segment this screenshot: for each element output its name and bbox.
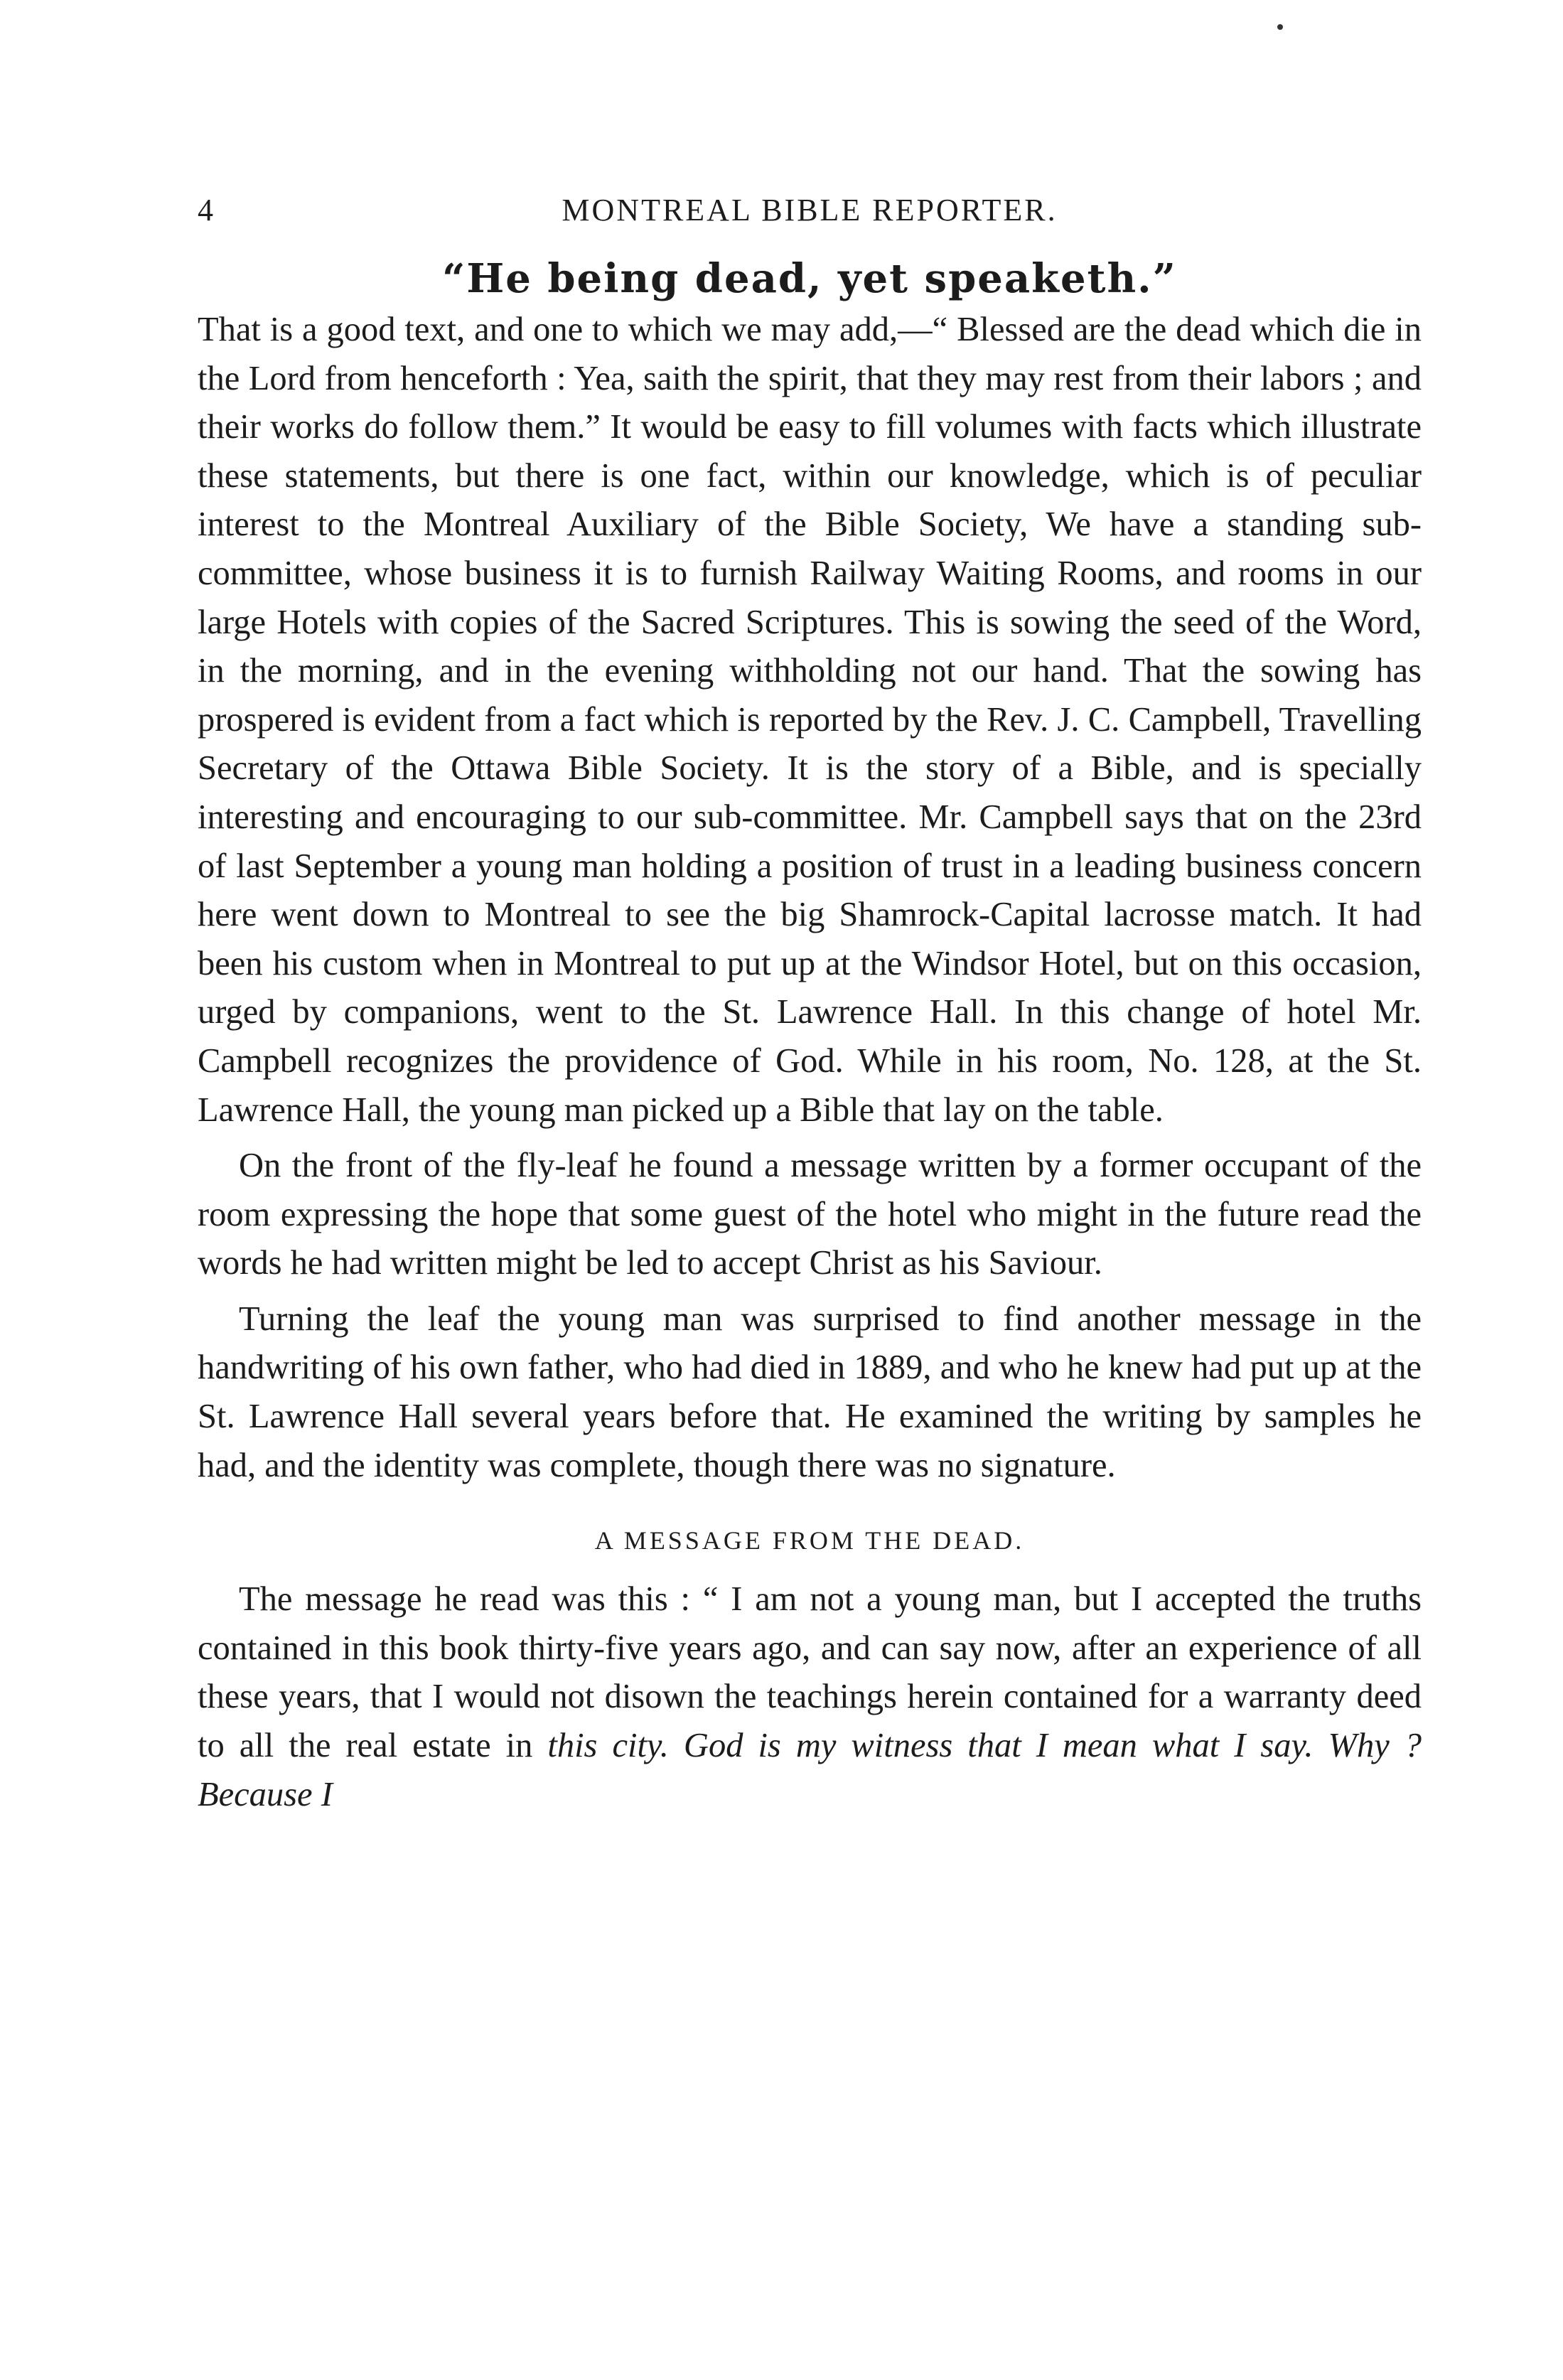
paragraph-3: Turning the leaf the young man was surprised to find another message in the handwriting of his own father, who had died in 1889, and who he knew had put up at the St. Lawrence Hall several years before that. He examined the writing by samples he had, and the identity was complete, though there was no signature. (198, 1299, 1422, 1484)
running-head (198, 192, 1422, 235)
paragraph-4-roman: The message he read was this : “ I am not a young man, but I accepted the truths contained in this book thirty-five years ago, and can say now, after an experience of all these years, that I would not disown the teachings herein contained for a warranty deed to all the real estate in (198, 1580, 1422, 1765)
paragraph-4 (198, 1575, 1422, 1819)
printer-dot (1277, 24, 1283, 30)
paragraph-1: That is a good text, and one to which we may add,—“ Blessed are the dead which die in the Lord from henceforth : Yea, saith the spirit, that they may rest from their labors ; and their works do follow them.” It would be easy to fill volumes with facts which illustrate these statements, but there is one fact, within our knowledge, which is of peculiar interest to the Montreal Auxiliary of the Bible Society, We have a standing sub-committee, whose business it is to furnish Railway Waiting Rooms, and rooms in our large Hotels with copies of the Sacred Scriptures. This is sowing the seed of the Word, in the morning, and in the evening withholding not our hand. That the sowing has prospered is evident from a fact which is reported by the Rev. J. C. Campbell, Travelling Secretary of the Ottawa Bible Society. It is the story of a Bible, and is specially interesting and encouraging to our sub-committee. Mr. Campbell says that on the 23rd of last September a young man holding a position of trust in a leading business concern here went down to Montreal to see the big Shamrock-Capital lacrosse match. It had been his custom when in Montreal to put up at the Windsor Hotel, but on this occasion, urged by companions, went to the St. Lawrence Hall. In this change of hotel Mr. Campbell recognizes the providence of God. While in his room, No. 128, at the St. Lawrence Hall, the young man picked up a Bible that lay on the table. (198, 311, 1422, 1129)
running-title: MONTREAL BIBLE REPORTER. (562, 193, 1058, 227)
page (198, 192, 1422, 1819)
paragraph-4-italic: this city. God is my witness that I mean what I say. Why ? Because I (198, 1727, 1422, 1813)
page-number: 4 (198, 193, 215, 227)
article-title: “He being dead, yet speaketh.” (442, 255, 1177, 302)
section-subheading: A MESSAGE FROM THE DEAD. (594, 1526, 1025, 1555)
paragraph-2: On the front of the fly-leaf he found a message written by a former occupant of the room expressing the hope that some guest of the hotel who might in the future read the words he had written might be led to accept Christ as his Saviour. (198, 1147, 1422, 1282)
